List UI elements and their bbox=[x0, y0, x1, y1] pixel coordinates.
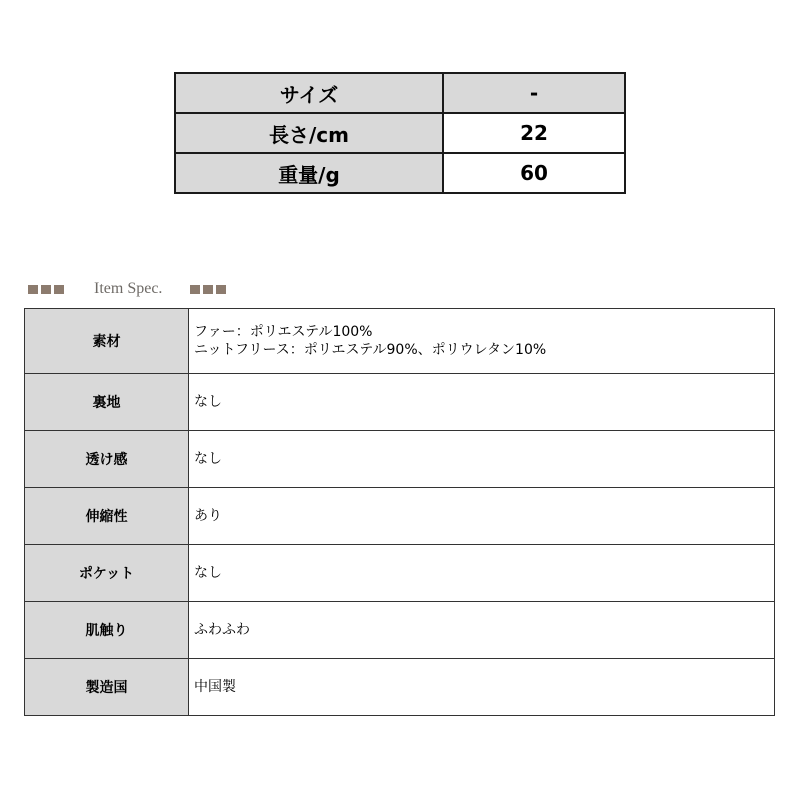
spec-label: 伸縮性 bbox=[25, 488, 189, 545]
size-label: サイズ bbox=[175, 73, 443, 113]
size-value: - bbox=[443, 73, 625, 113]
left-square-decoration bbox=[28, 285, 64, 294]
spec-row-lining bbox=[25, 374, 775, 431]
spec-value: なし bbox=[189, 374, 775, 431]
spec-row-texture bbox=[25, 602, 775, 659]
material-line-1: ファー：ポリエステル100% bbox=[194, 324, 373, 340]
spec-value: 中国製 bbox=[189, 659, 775, 716]
spec-value: ふわふわ bbox=[189, 602, 775, 659]
spec-table bbox=[24, 308, 775, 716]
spec-row-origin bbox=[25, 659, 775, 716]
spec-label: 肌触り bbox=[25, 602, 189, 659]
spec-value bbox=[189, 309, 775, 374]
spec-label: 裏地 bbox=[25, 374, 189, 431]
spec-label: 素材 bbox=[25, 309, 189, 374]
length-row bbox=[175, 113, 625, 153]
spec-value: なし bbox=[189, 431, 775, 488]
size-row bbox=[175, 73, 625, 113]
length-value: 22 bbox=[443, 113, 625, 153]
spec-row-pocket bbox=[25, 545, 775, 602]
spec-value: なし bbox=[189, 545, 775, 602]
spec-label: 製造国 bbox=[25, 659, 189, 716]
spec-value: あり bbox=[189, 488, 775, 545]
item-spec-heading bbox=[28, 278, 226, 300]
right-square-decoration bbox=[190, 285, 226, 294]
spec-row-sheerness bbox=[25, 431, 775, 488]
length-label: 長さ/cm bbox=[175, 113, 443, 153]
item-spec-title: Item Spec. bbox=[94, 280, 163, 297]
spec-label: 透け感 bbox=[25, 431, 189, 488]
spec-label: ポケット bbox=[25, 545, 189, 602]
weight-value: 60 bbox=[443, 153, 625, 193]
spec-row-stretch bbox=[25, 488, 775, 545]
weight-label: 重量/g bbox=[175, 153, 443, 193]
weight-row bbox=[175, 153, 625, 193]
spec-row-material bbox=[25, 309, 775, 374]
material-line-2: ニットフリース：ポリエステル90%、ポリウレタン10% bbox=[194, 342, 547, 358]
size-table bbox=[174, 72, 626, 194]
